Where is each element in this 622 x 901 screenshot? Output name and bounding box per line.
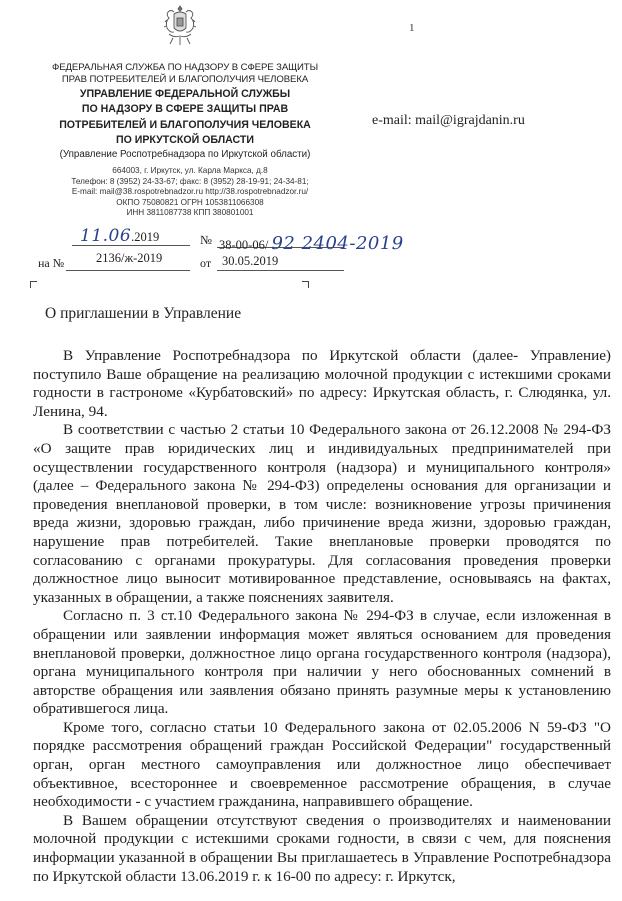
sender-okpo-ogrn: ОКПО 75080821 ОГРН 1053811066308 xyxy=(116,197,264,207)
outgoing-number xyxy=(219,233,404,254)
sender-inn-kpp: ИНН 3811087738 КПП 380801001 xyxy=(126,208,254,218)
body-paragraph: В Вашем обращении отсутствуют сведения о производителях и наименовании молочной продукции с истекшими сроками годности, в связи с чем, для пояснения информации указанной в обращении Вы приглашаетесь в Управление Роспотребнадзора по Иркутской области 13.06.2019 г. к 16-00 по адресу: г. Иркутск, xyxy=(33,811,611,885)
sender-phones: Телефон: 8 (3952) 24-33-67; факс: 8 (3952) 28-19-91; 24-34-81; xyxy=(71,176,309,186)
handwritten-date: 11.06 xyxy=(80,226,132,246)
number-label: № xyxy=(200,233,212,247)
department-name-line: ПО НАДЗОРУ В СФЕРЕ ЗАЩИТЫ ПРАВ xyxy=(81,103,289,116)
letter-body xyxy=(33,347,611,886)
ref-number-label: на № xyxy=(38,256,65,270)
address-corner-mark xyxy=(30,281,37,288)
sender-contacts xyxy=(40,166,340,219)
ref-number: 2136/ж-2019 xyxy=(96,251,163,265)
handwritten-number: 92 2404-2019 xyxy=(271,233,404,254)
body-paragraph: Согласно п. 3 ст.10 Федерального закона № 294-ФЗ в случае, если изложенная в обращении или заявлении информация может являться основанием для проведения внеплановой проверки, должностное лицо органа государственного контроля (надзора), органа муниципального контроля при наличии у него обоснованных сомнений в авторстве обращения или заявления обязано принять разумные меры к установлению обратившегося лица. xyxy=(33,607,611,718)
department-short-name: (Управление Роспотребнадзора по Иркутской области) xyxy=(59,148,311,160)
department-name-line: УПРАВЛЕНИЕ ФЕДЕРАЛЬНОЙ СЛУЖБЫ xyxy=(79,88,291,100)
ref-date: 30.05.2019 xyxy=(222,254,279,268)
printed-year: .2019 xyxy=(131,230,160,244)
page-number: 1 xyxy=(409,22,415,34)
sender-email-web: E-mail: mail@38.rospotrebnadzor.ru http://38.rospotrebnadzor.ru/ xyxy=(71,187,309,197)
department-name-line: ПОТРЕБИТЕЛЕЙ И БЛАГОПОЛУЧИЯ ЧЕЛОВЕКА xyxy=(59,118,311,131)
sender-header xyxy=(30,62,340,161)
recipient-email: e-mail: mail@igrajdanin.ru xyxy=(372,113,525,128)
agency-name-line: ПРАВ ПОТРЕБИТЕЛЕЙ И БЛАГОПОЛУЧИЯ ЧЕЛОВЕКА xyxy=(61,74,309,85)
body-paragraph: Кроме того, согласно статьи 10 Федерального закона от 02.05.2006 N 59-ФЗ "О порядке рассмотрения обращений граждан Российской Федерации" государственный орган, орган местного самоуправления или должностное лицо обеспечивает объективное, всестороннее и своевременное рассмотрение обращения, в случае необходимости - с участием гражданина, направившего обращение. xyxy=(33,718,611,811)
body-paragraph: В соответствии с частью 2 статьи 10 Федерального закона от 26.12.2008 № 294-ФЗ «О защите прав юридических лиц и индивидуальных предпринимателей при осуществлении государственного контроля (надзора) и муниципального контроля» (далее – Федерального закона № 294-ФЗ) определены основания для организации и проведения внеплановой проверки, в том числе: возникновение угрозы причинения вреда жизни, здоровью граждан, либо причинение вреда жизни, здоровью граждан, нарушение прав потребителей. Такие внеплановые проверки проводятся по согласованию с органами прокуратуры. Для согласования проведения проверки должностное лицо выносит мотивированное представление, основываясь на фактах, указанных в обращении, а также пояснениях заявителя. xyxy=(33,421,611,606)
address-corner-mark xyxy=(302,281,309,288)
ref-date-label: от xyxy=(200,256,212,270)
body-paragraph: В Управление Роспотребнадзора по Иркутской области (далее- Управление) поступило Ваше обращение на реализацию молочной продукции с истекшими сроками годности в гастрономе «Курбатовский» по адресу: Иркутская область, г. Слюдянка, ул. Ленина, 94. xyxy=(33,347,611,420)
printed-number: 38-00-06/ xyxy=(219,238,269,252)
agency-name-line: ФЕДЕРАЛЬНАЯ СЛУЖБА ПО НАДЗОРУ В СФЕРЕ ЗАЩИТЫ xyxy=(52,62,318,73)
letter-subject: О приглашении в Управление xyxy=(45,305,242,322)
coat-of-arms-icon xyxy=(163,4,197,48)
department-name-line: ПО ИРКУТСКОЙ ОБЛАСТИ xyxy=(115,134,255,147)
outgoing-date xyxy=(80,226,159,246)
sender-address: 664003, г. Иркутск, ул. Карла Маркса, д.8 xyxy=(112,166,268,175)
